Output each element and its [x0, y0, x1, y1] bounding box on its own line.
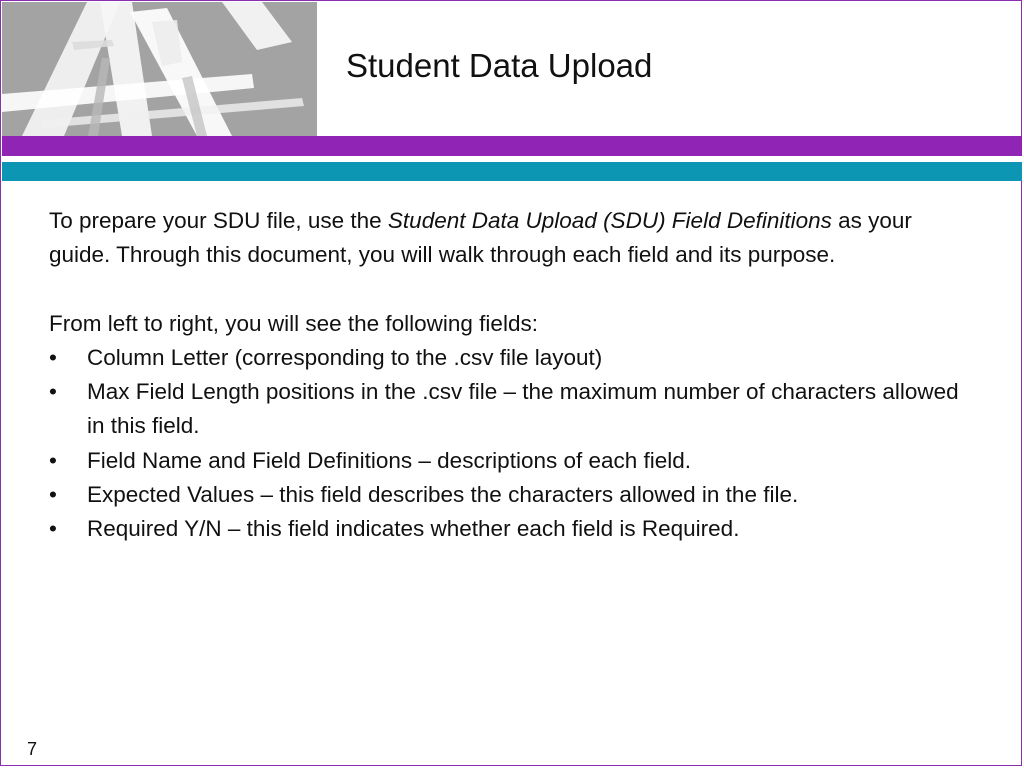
list-item-text: Required Y/N – this field indicates whether each field is Required. — [87, 516, 740, 542]
brush-letter-a-logo — [2, 2, 317, 136]
list-item — [49, 375, 979, 444]
list-item — [49, 341, 979, 375]
intro-text-end: as your guide. Through this document, you will walk through each field and its purpose. — [49, 208, 912, 268]
list-item-text: Field Name and Field Definitions – descriptions of each field. — [87, 447, 692, 473]
bullet-icon: • — [49, 447, 57, 473]
purple-header-band — [2, 136, 1022, 156]
paragraph-spacer — [49, 273, 979, 307]
slide-body — [49, 204, 979, 547]
bullet-icon: • — [49, 379, 57, 405]
list-item-text: Max Field Length positions in the .csv file – the maximum number of characters allowed in this field. — [87, 379, 959, 439]
bullet-icon: • — [49, 344, 57, 370]
bullet-icon: • — [49, 482, 57, 508]
intro-paragraph — [49, 204, 979, 273]
slide-title: Student Data Upload — [346, 47, 653, 84]
page-number: 7 — [27, 739, 38, 759]
bullet-icon: • — [49, 516, 57, 542]
list-item — [49, 478, 979, 512]
intro-text-start: To prepare your SDU file, use the — [49, 208, 388, 233]
list-item — [49, 444, 979, 478]
fields-list — [49, 341, 979, 547]
list-item-text: Column Letter (corresponding to the .csv file layout) — [87, 344, 603, 370]
teal-header-band — [2, 162, 1022, 181]
list-item — [49, 512, 979, 546]
fields-heading: From left to right, you will see the following fields: — [49, 310, 538, 336]
list-item-text: Expected Values – this field describes the characters allowed in the file. — [87, 482, 799, 508]
intro-document-title: Student Data Upload (SDU) Field Definitions — [387, 208, 832, 233]
logo — [2, 2, 317, 136]
